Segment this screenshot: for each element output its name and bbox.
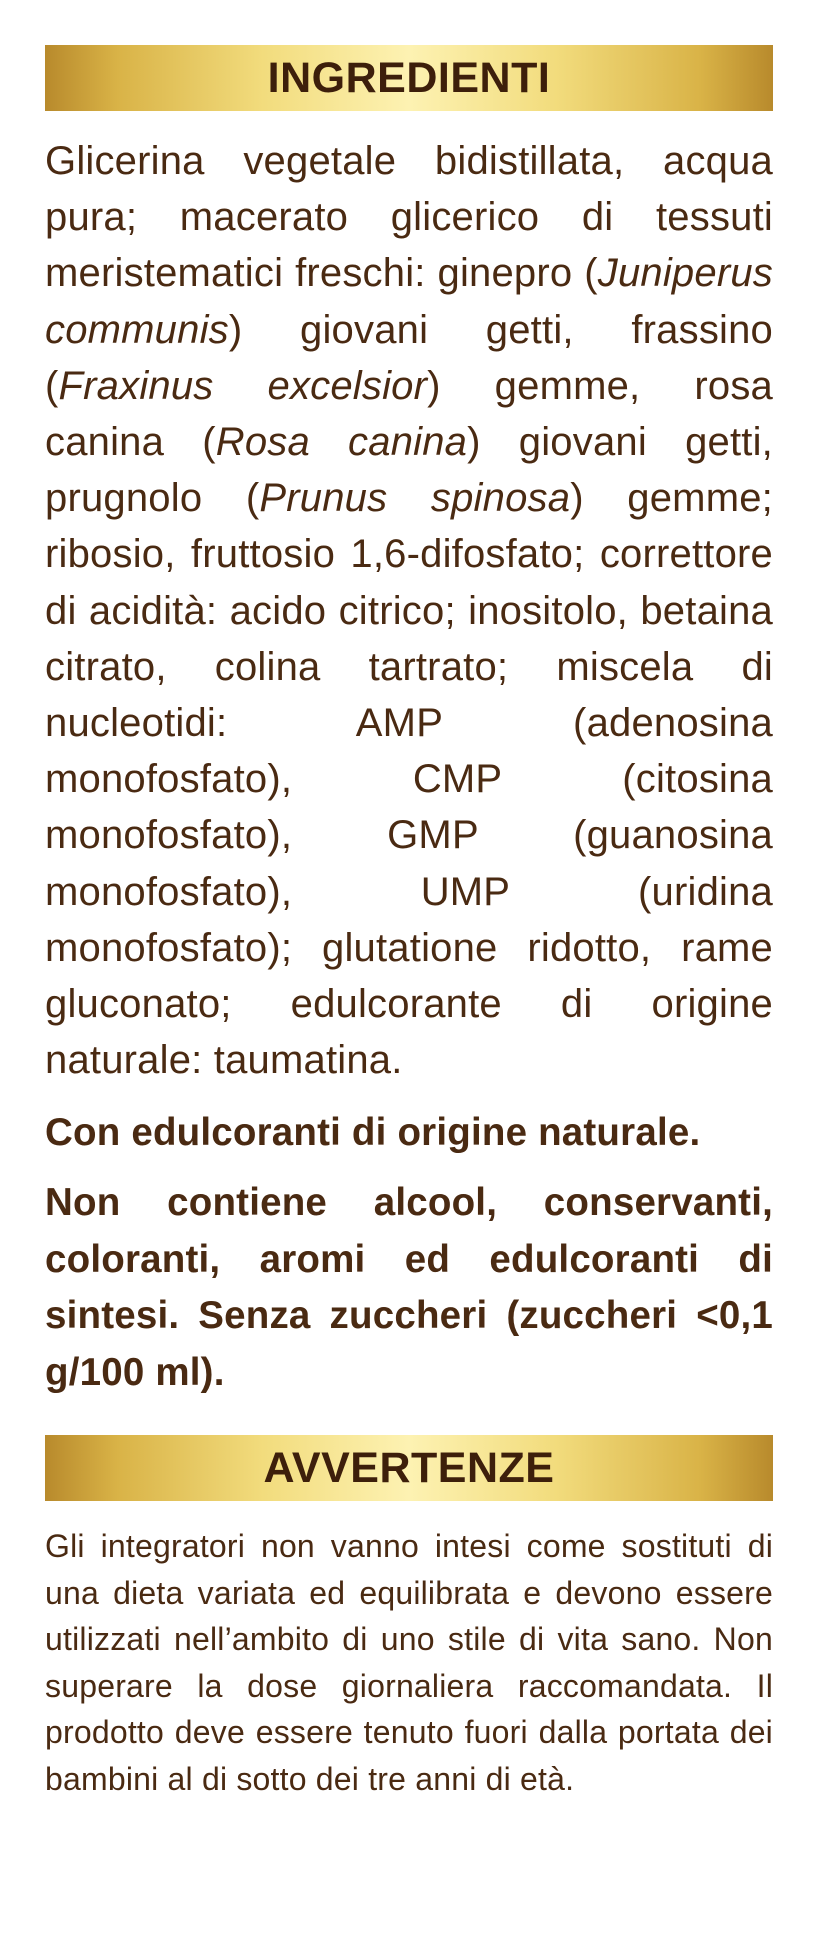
botanical-name: Rosa canina — [215, 420, 468, 465]
ingredients-title: INGREDIENTI — [267, 53, 551, 102]
warnings-title: AVVERTENZE — [263, 1443, 555, 1492]
warnings-header-banner — [45, 1435, 773, 1501]
sweetener-note: Con edulcoranti di origine naturale. — [45, 1111, 701, 1155]
ingredients-segment: ) gemme, rosa canina ( — [45, 363, 773, 465]
botanical-name: Prunus spinosa — [259, 476, 571, 521]
botanical-name: Fraxinus excelsior — [58, 363, 428, 408]
additives-note: Non contiene alcool, conservanti, coloranti, aromi ed edulcoranti di sintesi. Senza zuccheri (zuccheri <0,1 g/100 ml). — [45, 1181, 773, 1394]
ingredients-segment: ) giovani getti, frassino ( — [45, 307, 773, 408]
ingredients-header-banner — [45, 45, 773, 111]
ingredients-segment: Glicerina vegetale bidistillata, acqua pura; macerato glicerico di tessuti meristematici freschi: ginepro ( — [45, 139, 773, 296]
label-panel — [45, 0, 773, 1802]
ingredients-segment: ) giovani getti, prugnolo ( — [45, 420, 773, 521]
ingredients-list — [45, 133, 773, 1088]
warnings-text: Gli integratori non vanno intesi come sostituti di una dieta variata ed equilibrata e devono essere utilizzati nell’ambito di uno stile di vita sano. Non superare la dose giornaliera raccomandata. Il prodotto deve essere tenuto fuori dalla portata dei bambini al di sotto dei tre anni di età. — [45, 1528, 773, 1797]
ingredients-segment: ) gemme; ribosio, fruttosio 1,6-difosfato; correttore di acidità: acido citrico; inositolo, betaina citrato, colina tartrato; miscela di nucleotidi: AMP (adenosina monofosfato), CMP (citosina monofosfato), GMP (guanosina monofosfato), UMP (uridina monofosfato); glutatione ridotto, rame gluconato; edulcorante di origine naturale: taumatina. — [45, 476, 773, 1083]
botanical-name: Juniperus communis — [45, 251, 773, 352]
